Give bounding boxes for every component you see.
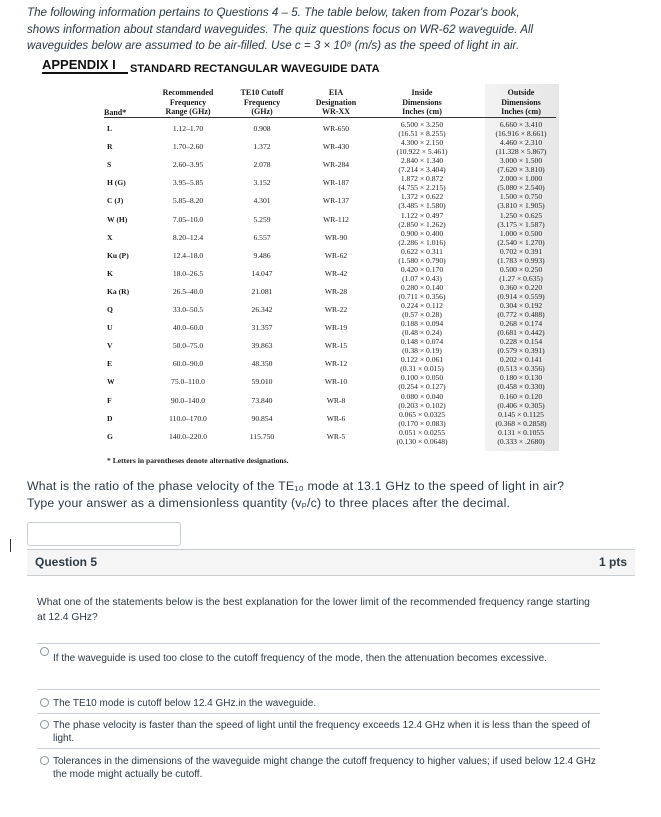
- header-outside-3: Inches (cm): [501, 107, 541, 116]
- inside-cm: (2.850 × 1.262): [398, 219, 446, 229]
- inside-inches: 6.500 × 3.250: [400, 120, 444, 129]
- outside-cm: (0.458 × 0.330): [497, 382, 545, 392]
- outside-inches: 0.360 × 0.220: [499, 282, 543, 292]
- inside-inches: 2.840 × 1.340: [400, 156, 444, 166]
- cutoff-cell: 31.357: [251, 323, 273, 333]
- band-cell: R: [107, 142, 113, 152]
- range-cell: 50.0–75.0: [172, 341, 204, 351]
- outside-cm: (0.772 × 0.488): [497, 310, 545, 319]
- inside-inches: 0.188 × 0.094: [400, 319, 444, 329]
- option-3-label: The phase velocity is faster than the speed of light until the frequency exceeds 12.4 GHz when it is less than the speed of light.: [53, 720, 590, 744]
- eia-cell: WR-137: [322, 196, 350, 206]
- intro-text: [27, 5, 637, 55]
- band-cell: U: [107, 323, 113, 333]
- range-cell: 26.5–40.0: [172, 286, 204, 296]
- header-outside-1: Outside: [507, 88, 535, 97]
- outside-dimensions-cell: [482, 355, 560, 373]
- intro-line-2: shows information about standard waveguides. The quiz questions focus on WR-62 waveguide. All: [27, 22, 534, 36]
- header-cutoff-2: Frequency: [243, 97, 281, 107]
- outside-cm: (1.27 × 0.635): [499, 273, 543, 283]
- header-range-3: Range (GHz): [165, 107, 211, 116]
- inside-dimensions-cell: [382, 373, 462, 391]
- inside-inches: 4.300 × 2.150: [400, 138, 444, 148]
- header-inside-2: Dimensions: [402, 97, 442, 107]
- outside-cm: (2.540 × 1.270): [497, 237, 545, 247]
- text-cursor: [10, 539, 11, 552]
- inside-inches: 0.051 × 0.0255: [398, 427, 446, 437]
- band-cell: S: [107, 160, 112, 170]
- band-cell: V: [107, 341, 113, 351]
- inside-cm: (0.203 × 0.102): [398, 400, 446, 410]
- outside-cm: (0.333 × .2680): [497, 436, 545, 446]
- outside-inches: 0.304 × 0.192: [499, 301, 543, 310]
- outside-cm: (0.368 × 0.2858): [495, 418, 547, 428]
- outside-cm: (7.620 × 3.810): [497, 165, 545, 175]
- band-cell: W: [107, 377, 115, 387]
- outside-dimensions-cell: [482, 410, 560, 428]
- eia-cell: WR-90: [324, 232, 348, 242]
- inside-cm: (2.286 × 1.016): [398, 237, 446, 247]
- outside-dimensions-cell: [482, 174, 560, 192]
- question-5-header: [27, 549, 635, 576]
- eia-cell: WR-28: [324, 286, 348, 296]
- inside-inches: 0.122 × 0.061: [400, 355, 444, 365]
- outside-cm: (0.579 × 0.391): [497, 346, 545, 356]
- cutoff-cell: 0.908: [253, 124, 271, 133]
- option-4-radio[interactable]: [40, 756, 49, 765]
- outside-dimensions-cell: [482, 283, 560, 301]
- outside-inches: 1.250 × 0.625: [499, 210, 543, 220]
- header-eia: [306, 88, 366, 117]
- inside-cm: (0.38 × 0.19): [402, 346, 442, 356]
- cutoff-cell: 3.152: [253, 178, 271, 188]
- inside-dimensions-cell: [382, 265, 462, 283]
- option-divider-1: [37, 643, 600, 644]
- inside-dimensions-cell: [382, 247, 462, 265]
- range-cell: 1.70–2.60: [172, 142, 204, 152]
- outside-dimensions-cell: [482, 373, 560, 391]
- cutoff-cell: 2.078: [253, 160, 271, 170]
- inside-cm: (7.214 × 3.404): [398, 165, 446, 175]
- inside-inches: 0.080 × 0.040: [400, 391, 444, 401]
- table-footnote: * Letters in parentheses denote alternative designations.: [107, 456, 289, 465]
- header-outside: [482, 88, 560, 117]
- outside-cm: (0.406 × 0.305): [497, 400, 545, 410]
- appendix-label: [42, 57, 116, 72]
- outside-inches: 0.160 × 0.120: [499, 391, 543, 401]
- outside-inches: 0.180 × 0.130: [499, 373, 543, 383]
- inside-dimensions-cell: [382, 301, 462, 319]
- question-5-text: What one of the statements below is the best explanation for the lower limit of the recommended frequency range starting at 12.4 GHz?: [37, 597, 590, 623]
- outside-cm: (11.328 × 5.867): [495, 147, 547, 157]
- inside-inches: 0.622 × 0.311: [401, 246, 443, 256]
- outside-dimensions-cell: [482, 120, 560, 138]
- band-cell: W (H): [107, 214, 128, 224]
- outside-inches: 0.145 × 0.1125: [498, 409, 544, 419]
- outside-cm: (0.681 × 0.442): [497, 328, 545, 338]
- header-eia-2: Designation: [315, 97, 357, 107]
- header-eia-3: WR-XX: [322, 107, 350, 116]
- outside-dimensions-cell: [482, 301, 560, 319]
- outside-dimensions-cell: [482, 337, 560, 355]
- band-cell: Ku (P): [107, 250, 129, 260]
- intro-line-1: The following information pertains to Questions 4 – 5. The table below, taken from Pozar's book,: [27, 6, 520, 19]
- inside-cm: (16.51 × 8.255): [398, 129, 446, 138]
- outside-dimensions-cell: [482, 265, 560, 283]
- eia-cell: WR-6: [326, 413, 346, 423]
- eia-cell: WR-22: [324, 305, 348, 314]
- option-2-label: The TE10 mode is cutoff below 12.4 GHz.in the waveguide.: [53, 698, 317, 709]
- range-cell: 33.0–50.5: [172, 305, 204, 314]
- outside-dimensions-cell: [482, 192, 560, 210]
- inside-cm: (0.48 × 0.24): [402, 328, 442, 338]
- band-cell: D: [107, 413, 113, 423]
- outside-cm: (3.810 × 1.905): [497, 201, 545, 211]
- band-cell: F: [107, 395, 112, 405]
- inside-dimensions-cell: [382, 355, 462, 373]
- inside-cm: (1.580 × 0.790): [398, 255, 446, 265]
- outside-dimensions-cell: [482, 211, 560, 229]
- inside-cm: (1.07 × 0.43): [402, 273, 442, 283]
- outside-cm: (0.513 × 0.356): [497, 364, 545, 374]
- outside-cm: (3.175 × 1.587): [497, 219, 545, 229]
- cutoff-cell: 73.840: [251, 395, 273, 405]
- outside-inches: 0.702 × 0.391: [499, 246, 543, 256]
- header-cutoff-1: TE10 Cutoff: [240, 88, 284, 97]
- range-cell: 2.60–3.95: [172, 160, 204, 170]
- cutoff-cell: 26.342: [251, 305, 273, 314]
- option-2-radio[interactable]: [40, 698, 49, 707]
- inside-cm: (0.170 × 0.083): [398, 418, 446, 428]
- inside-dimensions-cell: [382, 156, 462, 174]
- header-outside-2: Dimensions: [501, 97, 541, 107]
- inside-inches: 0.224 × 0.112: [401, 301, 443, 310]
- inside-dimensions-cell: [382, 319, 462, 337]
- outside-dimensions-cell: [482, 319, 560, 337]
- inside-cm: (0.130 × 0.0648): [396, 436, 448, 446]
- inside-inches: 0.280 × 0.140: [400, 282, 444, 292]
- option-4-label: Tolerances in the dimensions of the waveguide might change the cutoff frequency to higher values; if used below 12.4 GHz the mode might actually be cutoff.: [53, 756, 596, 780]
- inside-dimensions-cell: [382, 211, 462, 229]
- option-divider-2: [37, 689, 600, 690]
- option-divider-3: [37, 713, 600, 714]
- inside-cm: (0.31 × 0.015): [400, 364, 444, 374]
- inside-inches: 0.065 × 0.0325: [398, 409, 446, 419]
- question-4-text: [27, 478, 637, 512]
- outside-inches: 0.202 × 0.141: [499, 355, 543, 365]
- inside-dimensions-cell: [382, 120, 462, 138]
- eia-cell: WR-10: [324, 377, 348, 387]
- cutoff-cell: 21.081: [251, 286, 273, 296]
- outside-inches: 0.500 × 0.250: [499, 264, 543, 274]
- inside-dimensions-cell: [382, 337, 462, 355]
- intro-line-3: waveguides below are assumed to be air-filled. Use c = 3 × 10⁸ (m/s) as the speed of light in air.: [27, 39, 520, 52]
- cutoff-cell: 14.047: [251, 268, 273, 278]
- range-cell: 3.95–5.85: [172, 178, 204, 188]
- eia-cell: WR-112: [323, 214, 349, 224]
- eia-cell: WR-187: [322, 178, 350, 188]
- inside-inches: 0.420 × 0.170: [400, 264, 444, 274]
- cutoff-cell: 59.010: [251, 377, 273, 387]
- eia-cell: WR-650: [322, 124, 350, 133]
- option-3-radio[interactable]: [40, 720, 49, 729]
- range-cell: 12.4–18.0: [172, 250, 204, 260]
- inside-cm: (10.922 × 5.461): [396, 147, 448, 157]
- cutoff-cell: 4.301: [253, 196, 271, 206]
- band-cell: X: [107, 232, 113, 242]
- cutoff-cell: 6.557: [253, 232, 271, 242]
- header-eia-1: EIA: [328, 88, 344, 97]
- inside-dimensions-cell: [382, 428, 462, 446]
- eia-cell: WR-284: [322, 160, 350, 170]
- eia-cell: WR-430: [322, 142, 350, 152]
- outside-dimensions-cell: [482, 156, 560, 174]
- header-cutoff-3: (GHz): [251, 107, 273, 116]
- inside-inches: 1.372 × 0.622: [400, 192, 444, 202]
- inside-cm: (3.485 × 1.580): [398, 201, 446, 211]
- eia-cell: WR-12: [324, 359, 348, 369]
- header-divider: [104, 117, 556, 118]
- eia-cell: WR-62: [324, 250, 348, 260]
- inside-cm: (0.254 × 0.127): [398, 382, 446, 392]
- header-cutoff: [234, 88, 290, 117]
- outside-inches: 3.000 × 1.500: [499, 156, 543, 166]
- eia-cell: WR-5: [326, 431, 346, 441]
- header-inside-3: Inches (cm): [402, 107, 442, 116]
- range-cell: 1.12–1.70: [172, 124, 204, 133]
- band-cell: Ka (R): [107, 286, 130, 296]
- outside-inches: 0.268 × 0.174: [499, 319, 543, 329]
- appendix-label-text: APPENDIX I: [42, 57, 116, 72]
- outside-dimensions-cell: [482, 392, 560, 410]
- cutoff-cell: 39.863: [251, 341, 273, 351]
- range-cell: 7.05–10.0: [172, 214, 204, 224]
- eia-cell: WR-15: [324, 341, 348, 351]
- inside-dimensions-cell: [382, 410, 462, 428]
- outside-cm: (0.914 × 0.559): [497, 291, 545, 301]
- option-divider-4: [37, 748, 600, 749]
- range-cell: 18.0–26.5: [172, 268, 204, 278]
- inside-inches: 0.148 × 0.074: [400, 337, 444, 347]
- inside-inches: 1.122 × 0.497: [400, 210, 444, 220]
- range-cell: 5.85–8.20: [172, 196, 204, 206]
- header-inside: [382, 88, 462, 117]
- option-1-radio[interactable]: [40, 647, 49, 656]
- outside-inches: 0.131 × 0.1055: [497, 427, 545, 437]
- outside-cm: (16.916 × 8.661): [495, 129, 547, 138]
- band-cell: C (J): [107, 196, 124, 206]
- outside-inches: 6.660 × 3.410: [499, 120, 543, 129]
- inside-dimensions-cell: [382, 138, 462, 156]
- question-4-line-1: What is the ratio of the phase velocity of the TE₁₀ mode at 13.1 GHz to the speed of light in air?: [27, 479, 565, 493]
- inside-cm: (4.755 × 2.215): [398, 183, 446, 193]
- inside-inches: 0.900 × 0.400: [400, 228, 444, 238]
- header-range-2: Frequency: [169, 97, 207, 107]
- outside-dimensions-cell: [482, 229, 560, 247]
- answer-input[interactable]: [27, 522, 181, 546]
- outside-inches: 1.500 × 0.750: [499, 192, 543, 202]
- cutoff-cell: 9.486: [253, 250, 271, 260]
- outside-inches: 4.460 × 2.310: [499, 138, 543, 148]
- range-cell: 110.0–170.0: [169, 413, 207, 423]
- header-inside-1: Inside: [411, 88, 433, 97]
- range-cell: 40.0–60.0: [172, 323, 204, 333]
- waveguide-table: [104, 84, 556, 451]
- range-cell: 8.20–12.4: [172, 232, 204, 242]
- inside-dimensions-cell: [382, 229, 462, 247]
- band-cell: K: [107, 268, 113, 278]
- outside-inches: 0.228 × 0.154: [499, 337, 543, 347]
- inside-dimensions-cell: [382, 192, 462, 210]
- cutoff-cell: 5.259: [253, 214, 271, 224]
- inside-inches: 0.100 × 0.050: [400, 373, 444, 383]
- appendix-underline: [42, 72, 128, 74]
- cutoff-cell: 115.750: [249, 431, 275, 441]
- eia-cell: WR-8: [326, 395, 346, 405]
- header-range: [152, 88, 224, 117]
- inside-dimensions-cell: [382, 283, 462, 301]
- appendix-title: STANDARD RECTANGULAR WAVEGUIDE DATA: [130, 63, 380, 75]
- band-cell: Q: [107, 305, 113, 314]
- question-5-points: 1 pts: [598, 555, 627, 569]
- inside-inches: 1.872 × 0.872: [400, 174, 444, 184]
- inside-cm: (0.57 × 0.28): [402, 310, 442, 319]
- outside-cm: (5.080 × 2.540): [497, 183, 545, 193]
- inside-cm: (0.711 × 0.356): [398, 291, 446, 301]
- cutoff-cell: 1.372: [253, 142, 271, 152]
- question-4-line-2: Type your answer as a dimensionless quantity (vₚ/c) to three places after the decimal.: [27, 496, 511, 510]
- outside-inches: 2.000 × 1.000: [499, 174, 543, 184]
- range-cell: 140.0–220.0: [169, 431, 207, 441]
- header-band: Band*: [104, 108, 127, 117]
- table-row: [104, 427, 556, 450]
- band-cell: H (G): [107, 178, 126, 188]
- cutoff-cell: 90.854: [251, 413, 273, 423]
- outside-cm: (1.783 × 0.993): [497, 255, 545, 265]
- inside-dimensions-cell: [382, 392, 462, 410]
- header-range-1: Recommended: [162, 88, 214, 97]
- question-5-title: Question 5: [35, 555, 98, 569]
- range-cell: 90.0–140.0: [170, 395, 206, 405]
- band-cell: E: [107, 359, 113, 369]
- cutoff-cell: 48.350: [251, 359, 273, 369]
- range-cell: 75.0–110.0: [171, 377, 205, 387]
- outside-dimensions-cell: [482, 428, 560, 446]
- eia-cell: WR-42: [324, 268, 348, 278]
- outside-dimensions-cell: [482, 138, 560, 156]
- option-1-label: If the waveguide is used too close to the cutoff frequency of the mode, then the attenuation becomes excessive.: [53, 653, 548, 664]
- eia-cell: WR-19: [324, 323, 348, 333]
- range-cell: 60.0–90.0: [172, 359, 204, 369]
- inside-dimensions-cell: [382, 174, 462, 192]
- outside-dimensions-cell: [482, 247, 560, 265]
- band-cell: G: [107, 431, 113, 441]
- outside-inches: 1.000 × 0.500: [499, 228, 543, 238]
- band-cell: L: [107, 124, 113, 133]
